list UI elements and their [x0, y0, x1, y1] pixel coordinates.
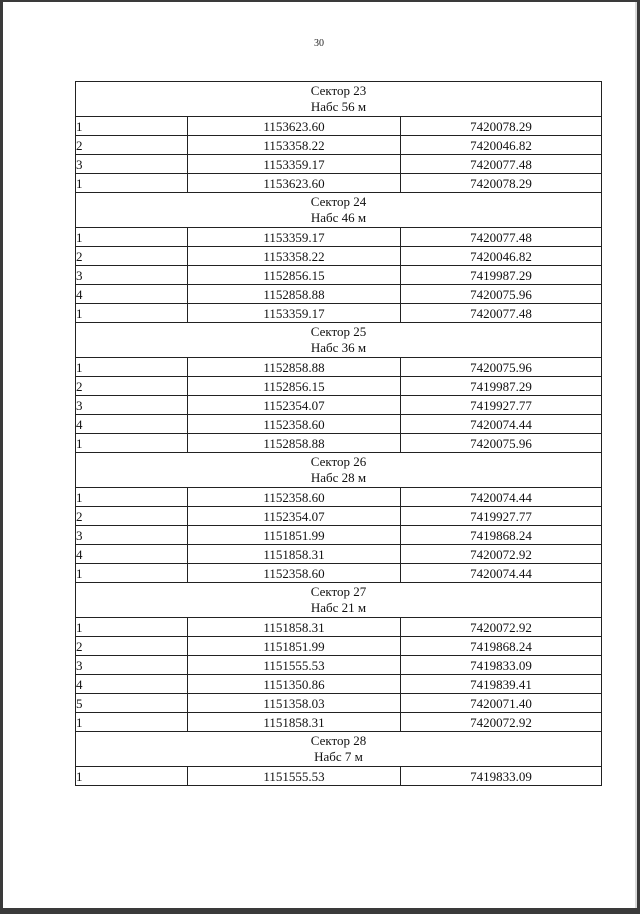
sector-title: Сектор 24 [310, 194, 367, 209]
x-coordinate: 1153359.17 [188, 304, 401, 323]
table-row [76, 266, 602, 285]
x-coordinate: 1152354.07 [188, 396, 401, 415]
sector-elevation: Набс 7 м [314, 749, 363, 764]
sector-header-row [76, 583, 602, 618]
table-row [76, 618, 602, 637]
sector-header-row [76, 323, 602, 358]
y-coordinate: 7419987.29 [401, 266, 602, 285]
y-coordinate: 7420075.96 [401, 434, 602, 453]
point-number: 1 [76, 713, 188, 732]
point-number: 5 [76, 694, 188, 713]
x-coordinate: 1152856.15 [188, 377, 401, 396]
table-row [76, 358, 602, 377]
point-number: 3 [76, 396, 188, 415]
point-number: 2 [76, 136, 188, 155]
table-row [76, 507, 602, 526]
sector-header-row [76, 732, 602, 767]
y-coordinate: 7420077.48 [401, 155, 602, 174]
table-row [76, 767, 602, 786]
x-coordinate: 1152858.88 [188, 358, 401, 377]
sector-header-cell [76, 453, 602, 488]
table-row [76, 396, 602, 415]
x-coordinate: 1151858.31 [188, 545, 401, 564]
x-coordinate: 1151851.99 [188, 637, 401, 656]
point-number: 2 [76, 377, 188, 396]
sector-header-row [76, 82, 602, 117]
y-coordinate: 7420077.48 [401, 228, 602, 247]
point-number: 3 [76, 526, 188, 545]
sector-title: Сектор 27 [310, 584, 367, 599]
sector-header-cell [76, 732, 602, 767]
x-coordinate: 1153358.22 [188, 247, 401, 266]
sector-header-cell [76, 193, 602, 228]
x-coordinate: 1151358.03 [188, 694, 401, 713]
y-coordinate: 7420078.29 [401, 117, 602, 136]
y-coordinate: 7419927.77 [401, 396, 602, 415]
y-coordinate: 7419839.41 [401, 675, 602, 694]
sector-header-cell [76, 583, 602, 618]
point-number: 1 [76, 174, 188, 193]
table-row [76, 304, 602, 323]
x-coordinate: 1152358.60 [188, 415, 401, 434]
sector-elevation: Набс 28 м [310, 470, 367, 485]
x-coordinate: 1151555.53 [188, 656, 401, 675]
y-coordinate: 7420075.96 [401, 285, 602, 304]
point-number: 1 [76, 618, 188, 637]
table-row [76, 117, 602, 136]
coordinates-table [75, 81, 602, 786]
x-coordinate: 1151350.86 [188, 675, 401, 694]
x-coordinate: 1153358.22 [188, 136, 401, 155]
point-number: 4 [76, 285, 188, 304]
x-coordinate: 1153623.60 [188, 117, 401, 136]
x-coordinate: 1151851.99 [188, 526, 401, 545]
point-number: 1 [76, 117, 188, 136]
y-coordinate: 7420074.44 [401, 415, 602, 434]
table-row [76, 545, 602, 564]
sector-header-row [76, 193, 602, 228]
x-coordinate: 1152858.88 [188, 285, 401, 304]
document-page [3, 2, 637, 908]
y-coordinate: 7420072.92 [401, 545, 602, 564]
sector-title: Сектор 25 [310, 324, 367, 339]
table-row [76, 694, 602, 713]
y-coordinate: 7419987.29 [401, 377, 602, 396]
table-row [76, 155, 602, 174]
table-row [76, 488, 602, 507]
sector-title: Сектор 26 [310, 454, 367, 469]
point-number: 4 [76, 675, 188, 694]
y-coordinate: 7419868.24 [401, 637, 602, 656]
table-row [76, 136, 602, 155]
point-number: 4 [76, 415, 188, 434]
table-row [76, 228, 602, 247]
table-row [76, 247, 602, 266]
point-number: 1 [76, 358, 188, 377]
y-coordinate: 7420072.92 [401, 618, 602, 637]
y-coordinate: 7419927.77 [401, 507, 602, 526]
x-coordinate: 1152358.60 [188, 488, 401, 507]
y-coordinate: 7420046.82 [401, 136, 602, 155]
page-number: 30 [314, 38, 324, 49]
sector-header-cell [76, 323, 602, 358]
y-coordinate: 7420074.44 [401, 488, 602, 507]
point-number: 2 [76, 247, 188, 266]
y-coordinate: 7419833.09 [401, 767, 602, 786]
sector-header-cell [76, 82, 602, 117]
table-row [76, 675, 602, 694]
point-number: 1 [76, 564, 188, 583]
point-number: 1 [76, 767, 188, 786]
y-coordinate: 7420075.96 [401, 358, 602, 377]
x-coordinate: 1152354.07 [188, 507, 401, 526]
y-coordinate: 7420072.92 [401, 713, 602, 732]
x-coordinate: 1152856.15 [188, 266, 401, 285]
table-row [76, 656, 602, 675]
point-number: 2 [76, 637, 188, 656]
table-row [76, 526, 602, 545]
point-number: 4 [76, 545, 188, 564]
y-coordinate: 7419833.09 [401, 656, 602, 675]
point-number: 1 [76, 228, 188, 247]
y-coordinate: 7420046.82 [401, 247, 602, 266]
x-coordinate: 1151858.31 [188, 618, 401, 637]
point-number: 2 [76, 507, 188, 526]
point-number: 1 [76, 434, 188, 453]
point-number: 3 [76, 656, 188, 675]
coordinates-table-body [76, 82, 602, 786]
y-coordinate: 7420074.44 [401, 564, 602, 583]
x-coordinate: 1152358.60 [188, 564, 401, 583]
y-coordinate: 7420077.48 [401, 304, 602, 323]
sector-header-row [76, 453, 602, 488]
sector-elevation: Набс 46 м [310, 210, 367, 225]
x-coordinate: 1153359.17 [188, 228, 401, 247]
table-row [76, 415, 602, 434]
table-row [76, 564, 602, 583]
x-coordinate: 1152858.88 [188, 434, 401, 453]
point-number: 3 [76, 266, 188, 285]
sector-title: Сектор 28 [310, 733, 367, 748]
sector-title: Сектор 23 [310, 83, 367, 98]
point-number: 1 [76, 304, 188, 323]
x-coordinate: 1151858.31 [188, 713, 401, 732]
table-row [76, 285, 602, 304]
y-coordinate: 7420078.29 [401, 174, 602, 193]
x-coordinate: 1151555.53 [188, 767, 401, 786]
table-row [76, 434, 602, 453]
table-row [76, 377, 602, 396]
x-coordinate: 1153623.60 [188, 174, 401, 193]
x-coordinate: 1153359.17 [188, 155, 401, 174]
sector-elevation: Набс 56 м [310, 99, 367, 114]
table-row [76, 713, 602, 732]
y-coordinate: 7419868.24 [401, 526, 602, 545]
table-row [76, 637, 602, 656]
y-coordinate: 7420071.40 [401, 694, 602, 713]
sector-elevation: Набс 21 м [310, 600, 367, 615]
point-number: 3 [76, 155, 188, 174]
point-number: 1 [76, 488, 188, 507]
sector-elevation: Набс 36 м [310, 340, 367, 355]
table-row [76, 174, 602, 193]
